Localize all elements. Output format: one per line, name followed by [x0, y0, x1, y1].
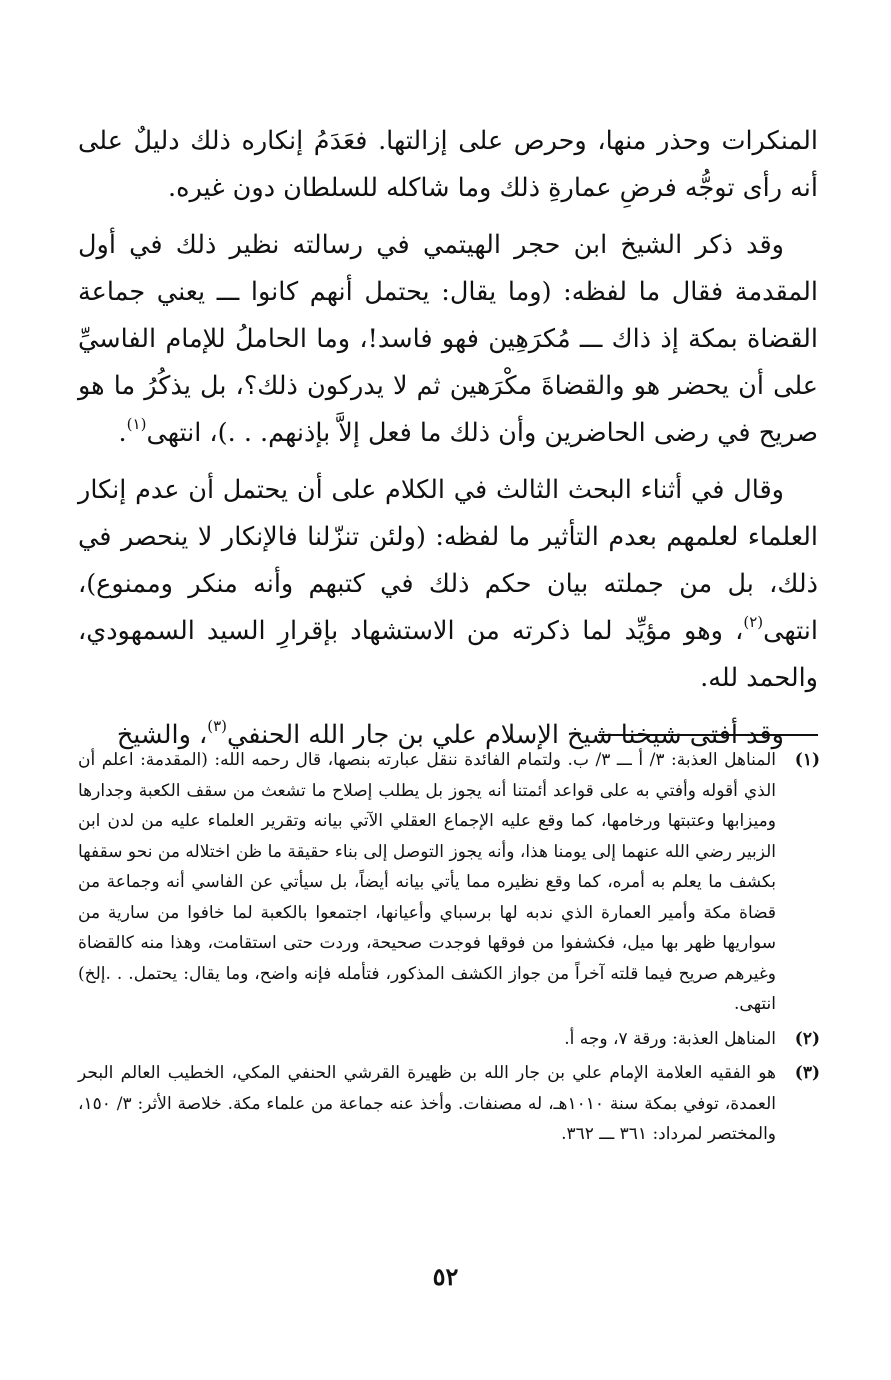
footnote-separator — [598, 734, 818, 736]
footnote-3 — [78, 1058, 820, 1150]
paragraph-4-text: وقد أفتى شيخنا شيخ الإسلام علي بن جار الله الحنفي — [227, 720, 784, 750]
paragraph-2-text: وقد ذكر الشيخ ابن حجر الهيتمي في رسالته نظير ذلك في أول المقدمة فقال ما لفظه: (وما يقال: يحتمل أنهم كانوا ـــ يعني جماعة القضاة بمكة إذ ذاك ـــ مُكرَهِين فهو فاسد!، وما الحاملُ للإمام الفاسيِّ على أن يحضر هو والقضاةَ مكْرَهين ثم لا يدركون ذلك؟، بل يذكُرُ ما هو صريح في رضى الحاضرين وأن ذلك ما فعل إلاَّ بإذنهم. . .)، انتهى — [78, 230, 818, 448]
footnote-number: (٣) — [794, 1063, 820, 1083]
footnote-ref-2[interactable]: (٢) — [743, 613, 764, 631]
footnote-number: (٢) — [794, 1028, 820, 1049]
paragraph-4-end: ، والشيخ — [116, 720, 208, 750]
paragraph-3 — [78, 467, 818, 702]
footnote-ref-3[interactable]: (٣) — [207, 717, 228, 735]
main-text — [78, 118, 818, 769]
paragraph-1-text: المنكرات وحذر منها، وحرص على إزالتها. فعَدَمُ إنكاره ذلك دليلٌ على أنه رأى توجُّه فرضِ عمارةِ ذلك وما شاكله للسلطان دون غيره. — [78, 126, 818, 203]
paragraph-3-text: وقال في أثناء البحث الثالث في الكلام على أن يحتمل أن عدم إنكار العلماء لعلمهم بعدم التأثير ما لفظه: (ولئن تنزّلنا فالإنكار لا ينحصر في ذلك، بل من جملته بيان حكم ذلك في كتبهم وأنه منكر وممنوع)، انتهى — [78, 475, 818, 646]
footnotes — [78, 745, 820, 1154]
paragraph-3-end: ، وهو مؤيِّد لما ذكرته من الاستشهاد بإقرارِ السيد السمهودي، والحمد لله. — [78, 616, 818, 693]
footnote-number: (١) — [794, 750, 820, 770]
footnote-2 — [78, 1024, 820, 1055]
paragraph-2 — [78, 222, 818, 457]
footnote-text: هو الفقيه العلامة الإمام علي بن جار الله بن ظهيرة القرشي الحنفي المكي، الخطيب العالم البحر العمدة، توفي بمكة سنة ١٠١٠هـ، له مصنفات. وأخذ عنه جماعة من علماء مكة. خلاصة الأثر: ٣/ ١٥٠، والمختصر لمرداد: ٣٦١ ـــ ٣٦٢. — [78, 1063, 776, 1144]
footnote-ref-1[interactable]: (١) — [126, 415, 147, 433]
page-number: ٥٢ — [432, 1262, 459, 1291]
footnote-text: المناهل العذبة: ٣/ أ ـــ ٣/ ب. ولتمام الفائدة ننقل عبارته بنصها، قال رحمه الله: (المقدمة: اعلم أن الذي أقوله وأفتي به على قواعد أئمتنا أنه يجوز بل يطلب إصلاح ما تشعث من سقف الكعبة وجدارها وميزابها وعتبتها ورخامها، كما وقع عليه الإجماع العقلي الآتي بيانه وتقرير العلماء عليه من لدن ابن الزبير رضي الله عنهما إلى يومنا هذا، وأنه يجوز التوصل إلى بناء حقيقة ما ظن اختلاله من نحو سقفها بكشف ما يعلم به أمره، كما وقع نظيره مما يأتي بيانه أيضاً، بل سيأتي عن الفاسي أنه وجماعة من قضاة مكة وأمير العمارة الذي ندبه لها برسباي وأعيانها، اجتمعوا بالكعبة لما خافوا من سارية من سواريها ظهر بها ميل، فكشفوا من فوقها فوجدت صحيحة، وردت حتى استقامت، وهذا منه كالقضاة وغيرهم صريح فيما قلته آخراً من جواز الكشف المذكور، فتأمله فإنه واضح، وما يقال: يحتمل. . .إلخ) انتهى. — [78, 750, 776, 1014]
footnote-1 — [78, 745, 820, 1020]
paragraph-1 — [78, 118, 818, 212]
paragraph-2-end: . — [118, 418, 127, 448]
footnote-text: المناهل العذبة: ورقة ٧، وجه أ. — [564, 1028, 776, 1049]
